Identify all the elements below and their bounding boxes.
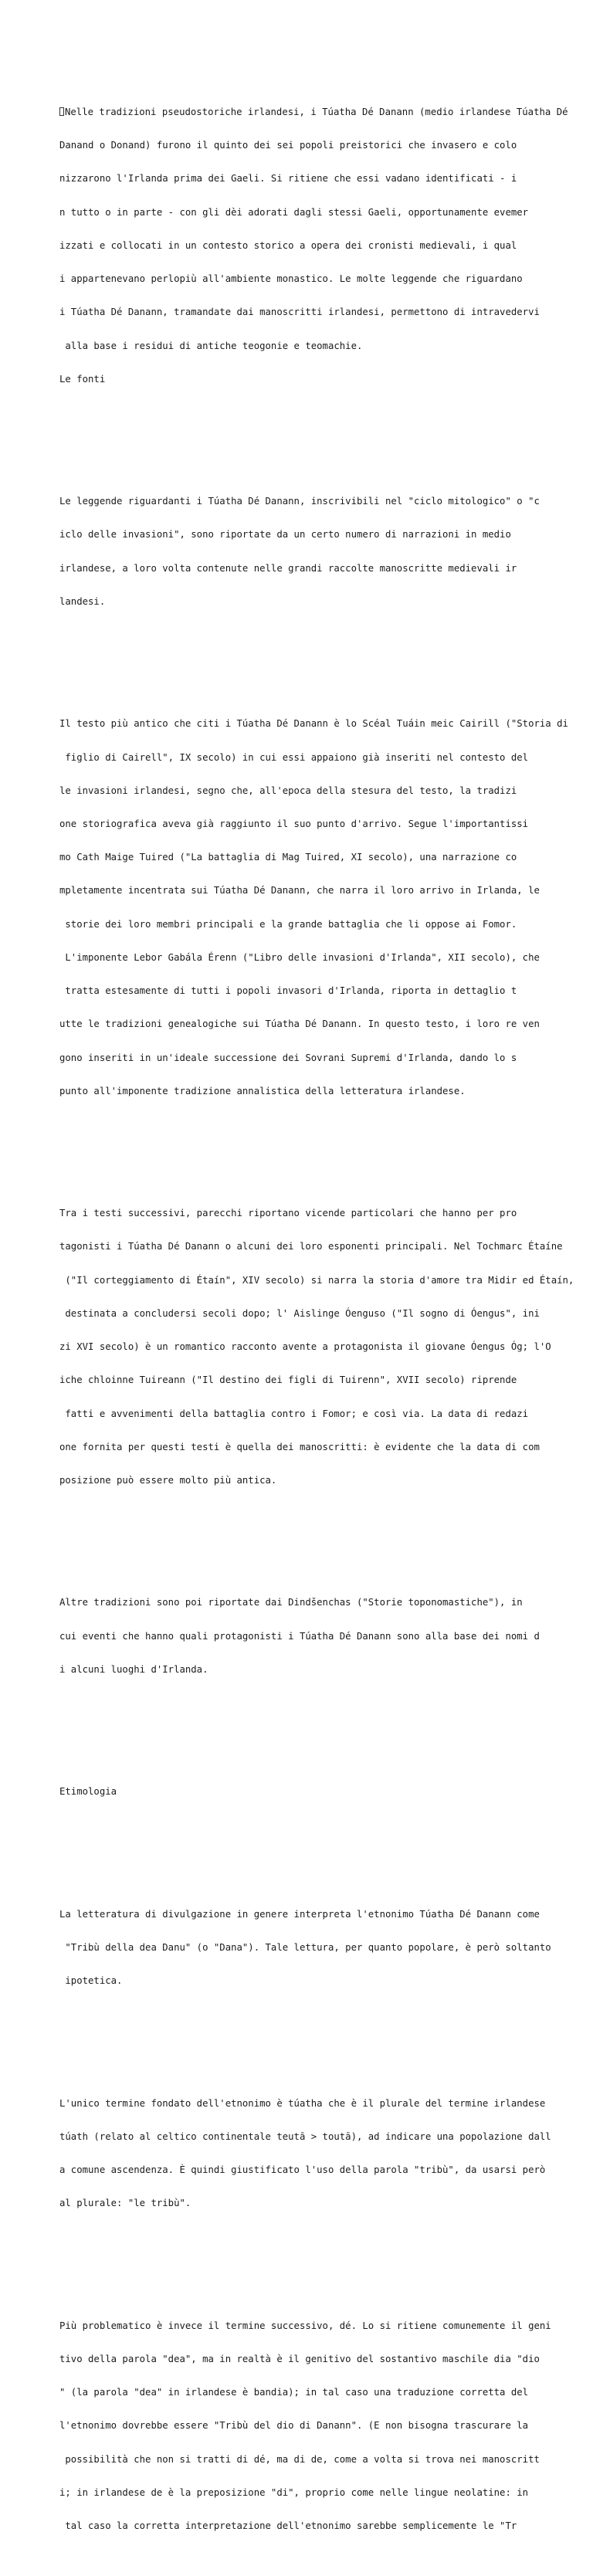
text-line: posizione può essere molto più antica.: [59, 1474, 277, 1486]
paragraph-fonti-4: [59, 1575, 592, 1697]
text-line: landesi.: [59, 595, 106, 607]
text-line: storie dei loro membri principali e la grande battaglia che li oppose ai Fomor.: [59, 918, 517, 930]
text-line: Le leggende riguardanti i Túatha Dé Danann, inscrivibili nel "ciclo mitologico" o "c: [59, 496, 540, 507]
paragraph-gap: [59, 652, 592, 663]
text-line: possibilità che non si tratti di dé, ma di de, come a volta si trova nei manoscritt: [59, 2453, 540, 2465]
text-line: iclo delle invasioni", sono riportate da un certo numero di narrazioni in medio: [59, 529, 511, 541]
text-line: tratta estesamente di tutti i popoli invasori d'Irlanda, riporta in dettaglio t: [59, 985, 517, 997]
paragraph-gap: [59, 2031, 592, 2042]
text-line: i Túatha Dé Danann, tramandate dai manoscritti irlandesi, permettono di intravedervi: [59, 307, 540, 318]
paragraph-fonti-1: [59, 473, 592, 629]
document-page: [59, 51, 592, 2576]
text-line: i appartenevano perlopiù all'ambiente monastico. Le molte leggende che riguardano: [59, 273, 523, 285]
text-line: i alcuni luoghi d'Irlanda.: [59, 1663, 208, 1675]
text-line: gono inseriti in un'ideale successione dei Sovrani Supremi d'Irlanda, dando lo s: [59, 1052, 517, 1063]
text-line: irlandese, a loro volta contenute nelle grandi raccolte manoscritte medievali ir: [59, 562, 517, 574]
text-line: tal caso la corretta interpretazione dell'etnonimo sarebbe semplicemente le "Tr: [59, 2520, 517, 2532]
text-line: Danand o Donand) furono il quinto dei sei popoli preistorici che invasero e colo: [59, 140, 517, 151]
paragraph-gap: [59, 1141, 592, 1152]
text-line: one fornita per questi testi è quella dei manoscritti: è evidente che la data di com: [59, 1441, 540, 1452]
paragraph-gap: [59, 2253, 592, 2264]
paragraph-etimologia-2: [59, 2076, 592, 2232]
text-line: izzati e collocati in un contesto storico a opera dei cronisti medievali, i qual: [59, 239, 517, 251]
text-line: al plurale: "le tribù".: [59, 2198, 191, 2209]
text-line: l'etnonimo dovrebbe essere "Tribù del dio di Danann". (E non bisogna trascurare la: [59, 2420, 529, 2432]
text-line: n tutto o in parte - con gli dèi adorati dagli stessi Gaeli, opportunamente evemer: [59, 206, 529, 218]
text-line: fatti e avvenimenti della battaglia contro i Fomor; e così via. La data di redazi: [59, 1408, 529, 1419]
text-line: tagonisti i Túatha Dé Danann o alcuni dei loro esponenti principali. Nel Tochmarc Étaíne: [59, 1241, 563, 1252]
text-line: Tra i testi successivi, parecchi riportano vicende particolari che hanno per pro: [59, 1208, 517, 1219]
text-line: Nelle tradizioni pseudostoriche irlandesi, i Túatha Dé Danann (medio irlandese Túatha Dé: [59, 107, 592, 117]
text-line: Più problematico è invece il termine successivo, dé. Lo si ritiene comunemente il geni: [59, 2320, 551, 2331]
text-line: Il testo più antico che citi i Túatha Dé Danann è lo Scéal Tuáin meic Cairill ("Storia di: [59, 718, 568, 730]
text-line: zi XVI secolo) è un romantico racconto avente a protagonista il giovane Óengus Óg; l'O: [59, 1341, 551, 1353]
text-line: La letteratura di divulgazione in genere interpreta l'etnonimo Túatha Dé Danann come: [59, 1908, 540, 1920]
text-line: i; in irlandese de è la preposizione "di", proprio come nelle lingue neolatine: in: [59, 2486, 529, 2498]
text-line: one storiografica aveva già raggiunto il suo punto d'arrivo. Segue l'importantissi: [59, 819, 529, 829]
text-line: "Tribù della dea Danu" (o "Dana"). Tale lettura, per quanto popolare, è però soltanto: [59, 1941, 551, 1953]
text-line: a comune ascendenza. È quindi giustificato l'uso della parola "tribù", da usarsi però: [59, 2164, 546, 2176]
text-line: tivo della parola "dea", ma in realtà è il genitivo del sostantivo maschile dia "dio: [59, 2353, 540, 2364]
text-line: punto all'imponente tradizione annalistica della letteratura irlandese.: [59, 1085, 466, 1096]
text-line: ipotetica.: [59, 1975, 123, 1987]
paragraph-gap: [59, 1530, 592, 1541]
text-line: mpletamente incentrata sui Túatha Dé Danann, che narra il loro arrivo in Irlanda, le: [59, 885, 540, 897]
paragraph-fonti-3: [59, 1185, 592, 1508]
paragraph-etimologia-1: [59, 1886, 592, 2008]
section-heading: Le fonti: [59, 373, 106, 385]
text-line: túath (relato al celtico continentale teutā > toutā), ad indicare una popolazione dall: [59, 2130, 551, 2142]
paragraph-intro: [59, 84, 592, 407]
text-line: figlio di Cairell", IX secolo) in cui essi appaiono già inseriti nel contesto del: [59, 751, 529, 763]
text-line: le invasioni irlandesi, segno che, all'epoca della stesura del testo, la tradizi: [59, 785, 517, 796]
paragraph-fonti-2: [59, 697, 592, 1119]
text-line: " (la parola "dea" in irlandese è bandia); in tal caso una traduzione corretta del: [59, 2387, 529, 2398]
text-line: L'unico termine fondato dell'etnonimo è túatha che è il plurale del termine irlandese: [59, 2097, 546, 2109]
text-line: L'imponente Lebor Gabála Érenn ("Libro delle invasioni d'Irlanda", XII secolo), che: [59, 951, 540, 963]
text-line: cui eventi che hanno quali protagonisti i Túatha Dé Danann sono alla base dei nomi d: [59, 1630, 540, 1642]
text-line: utte le tradizioni genealogiche sui Túatha Dé Danann. In questo testo, i loro re ven: [59, 1019, 540, 1030]
section-heading: Etimologia: [59, 1786, 117, 1798]
text-line: mo Cath Maige Tuired ("La battaglia di Mag Tuired, XI secolo), una narrazione co: [59, 852, 517, 863]
paragraph-gap: [59, 1842, 592, 1852]
missing-glyph-icon: [59, 107, 64, 116]
text-line: iche chloinne Tuireann ("Il destino dei figli di Tuirenn", XVII secolo) riprende: [59, 1374, 517, 1386]
text-line: ("Il corteggiamento di Étaín", XIV secolo) si narra la storia d'amore tra Midir ed Étaín,: [59, 1274, 574, 1286]
text-line: nizzarono l'Irlanda prima dei Gaeli. Si ritiene che essi vadano identificati - i: [59, 173, 517, 185]
text-line: destinata a concludersi secoli dopo; l' Aislinge Óenguso ("Il sogno di Óengus", ini: [59, 1307, 540, 1319]
paragraph-gap: [59, 429, 592, 440]
paragraph-etimologia-3: [59, 2298, 592, 2554]
text-line: alla base i residui di antiche teogonie e teomachie.: [59, 340, 363, 351]
paragraph-gap: [59, 1720, 592, 1730]
section-etimologia: [59, 1764, 592, 1819]
text-line: Altre tradizioni sono poi riportate dai Dindšenchas ("Storie toponomastiche"), in: [59, 1597, 523, 1608]
